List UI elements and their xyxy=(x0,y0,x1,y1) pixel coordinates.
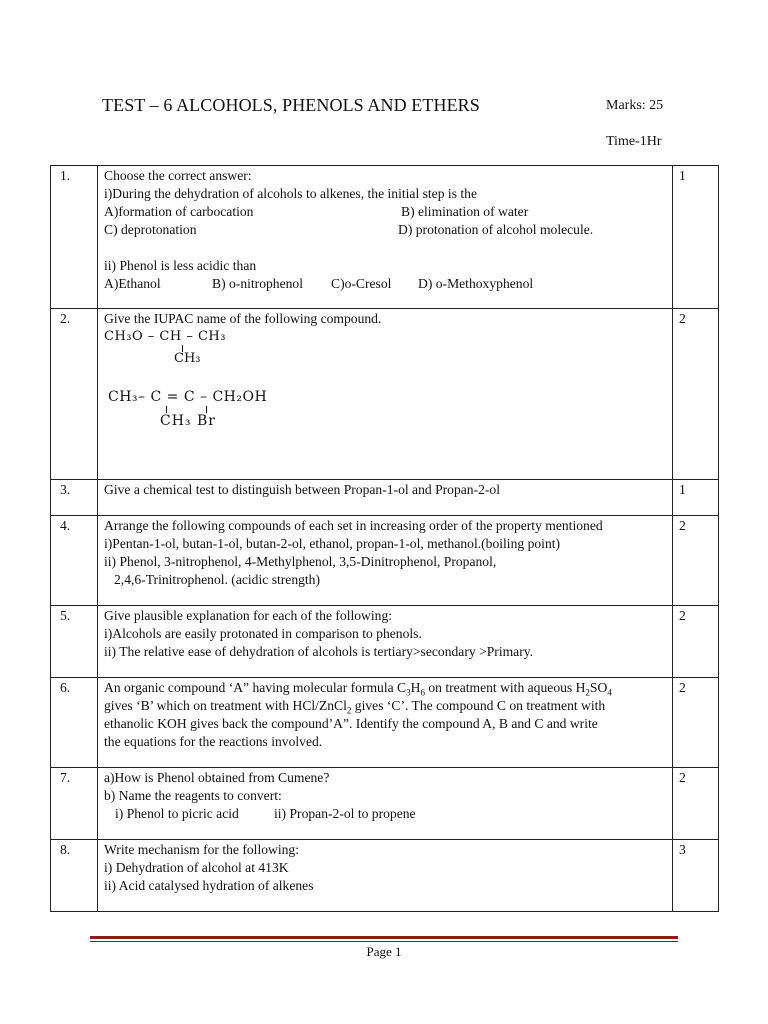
question-row-3 xyxy=(51,480,719,516)
test-title: TEST – 6 ALCOHOLS, PHENOLS AND ETHERS xyxy=(102,95,480,115)
question-body xyxy=(98,678,673,768)
options-row xyxy=(104,203,666,221)
question-line-4: the equations for the reactions involved. xyxy=(104,734,323,749)
structure-1 xyxy=(104,328,666,368)
question-text: Arrange the following compounds of each set in increasing order of the property mentioned xyxy=(104,518,603,533)
question-marks: 1 xyxy=(673,166,719,309)
question-row-1 xyxy=(51,166,719,309)
question-marks: 2 xyxy=(673,516,719,606)
subquestion-2-continued: 2,4,6-Trinitrophenol. (acidic strength) xyxy=(114,572,321,587)
conversion-items xyxy=(104,805,666,823)
subquestion-b: b) Name the reagents to convert: xyxy=(104,788,282,803)
question-text: Write mechanism for the following: xyxy=(104,842,299,857)
question-body xyxy=(98,840,673,912)
question-intro: Choose the correct answer: xyxy=(104,168,252,183)
question-marks: 3 xyxy=(673,840,719,912)
total-marks: Marks: 25 xyxy=(606,98,664,113)
question-text: Give the IUPAC name of the following compound. xyxy=(104,311,382,326)
subquestion-2: ii) Phenol is less acidic than xyxy=(104,258,257,273)
question-row-6 xyxy=(51,678,719,768)
option-b: B) o-nitrophenol xyxy=(212,276,303,291)
question-number: 5. xyxy=(51,606,98,678)
question-body xyxy=(98,768,673,840)
subquestion-1: i) Dehydration of alcohol at 413K xyxy=(104,860,289,875)
footer-rule-thick xyxy=(90,936,678,939)
question-row-8 xyxy=(51,840,719,912)
question-number: 3. xyxy=(51,480,98,516)
question-text: Give a chemical test to distinguish between Propan-1-ol and Propan-2-ol xyxy=(104,482,501,497)
subquestion-1: i)Pentan-1-ol, butan-1-ol, butan-2-ol, ethanol, propan-1-ol, methanol.(boiling point) xyxy=(104,536,561,551)
structure-1-branch: CH₃ xyxy=(174,351,201,366)
question-number: 7. xyxy=(51,768,98,840)
question-line-1: An organic compound ‘A” having molecular formula $C_3H_6$ on treatment with aqueous $H_2SO_4$ xyxy=(104,680,612,698)
question-number: 1. xyxy=(51,166,98,309)
question-marks: 2 xyxy=(673,309,719,480)
subquestion-a: a)How is Phenol obtained from Cumene? xyxy=(104,770,330,785)
subquestion-1: i)Alcohols are easily protonated in comparison to phenols. xyxy=(104,626,422,641)
subquestion-1: i)During the dehydration of alcohols to alkenes, the initial step is the xyxy=(104,186,477,201)
question-marks: 2 xyxy=(673,678,719,768)
option-c: C) deprotonation xyxy=(104,222,197,237)
subquestion-2: ii) Phenol, 3-nitrophenol, 4-Methylphenol, 3,5-Dinitrophenol, Propanol, xyxy=(104,554,497,569)
option-d: D) protonation of alcohol molecule. xyxy=(398,222,594,237)
conversion-2: ii) Propan-2-ol to propene xyxy=(274,806,416,821)
question-line-2: gives ‘B’ which on treatment with HCl/ZnCl$_2$ gives ‘C’. The compound C on treatment with xyxy=(104,698,606,716)
option-c: C)o-Cresol xyxy=(331,276,392,291)
footer-rule-thin xyxy=(90,941,678,942)
option-a: A)Ethanol xyxy=(104,276,161,291)
question-line-3: ethanolic KOH gives back the compound’A”. Identify the compound A, B and C and write xyxy=(104,716,598,731)
question-body xyxy=(98,309,673,480)
page-number: Page 1 xyxy=(366,944,402,959)
question-body xyxy=(98,480,673,516)
question-row-5 xyxy=(51,606,719,678)
question-body xyxy=(98,516,673,606)
option-b: B) elimination of water xyxy=(401,204,529,219)
structure-2-branches: CH₃ Br xyxy=(160,413,216,429)
question-row-2 xyxy=(51,309,719,480)
question-number: 8. xyxy=(51,840,98,912)
question-marks: 2 xyxy=(673,606,719,678)
options-row xyxy=(104,221,666,239)
conversion-1: i) Phenol to picric acid xyxy=(115,806,239,821)
time-limit: Time-1Hr xyxy=(606,134,662,149)
structure-2-main: CH₃– C = C – CH₂OH xyxy=(108,389,268,405)
question-body xyxy=(98,166,673,309)
question-row-7 xyxy=(51,768,719,840)
question-marks: 1 xyxy=(673,480,719,516)
question-number: 2. xyxy=(51,309,98,480)
question-marks: 2 xyxy=(673,768,719,840)
question-body xyxy=(98,606,673,678)
question-row-4 xyxy=(51,516,719,606)
subquestion-2: ii) The relative ease of dehydration of alcohols is tertiary>secondary >Primary. xyxy=(104,644,534,659)
structure-2 xyxy=(104,388,666,448)
question-number: 6. xyxy=(51,678,98,768)
question-text: Give plausible explanation for each of the following: xyxy=(104,608,393,623)
option-d: D) o-Methoxyphenol xyxy=(418,276,534,291)
subquestion-2: ii) Acid catalysed hydration of alkenes xyxy=(104,878,314,893)
option-a: A)formation of carbocation xyxy=(104,204,254,219)
options-row xyxy=(104,275,666,293)
questions-table xyxy=(50,165,719,912)
question-number: 4. xyxy=(51,516,98,606)
structure-1-main: CH₃O – CH – CH₃ xyxy=(104,329,226,344)
